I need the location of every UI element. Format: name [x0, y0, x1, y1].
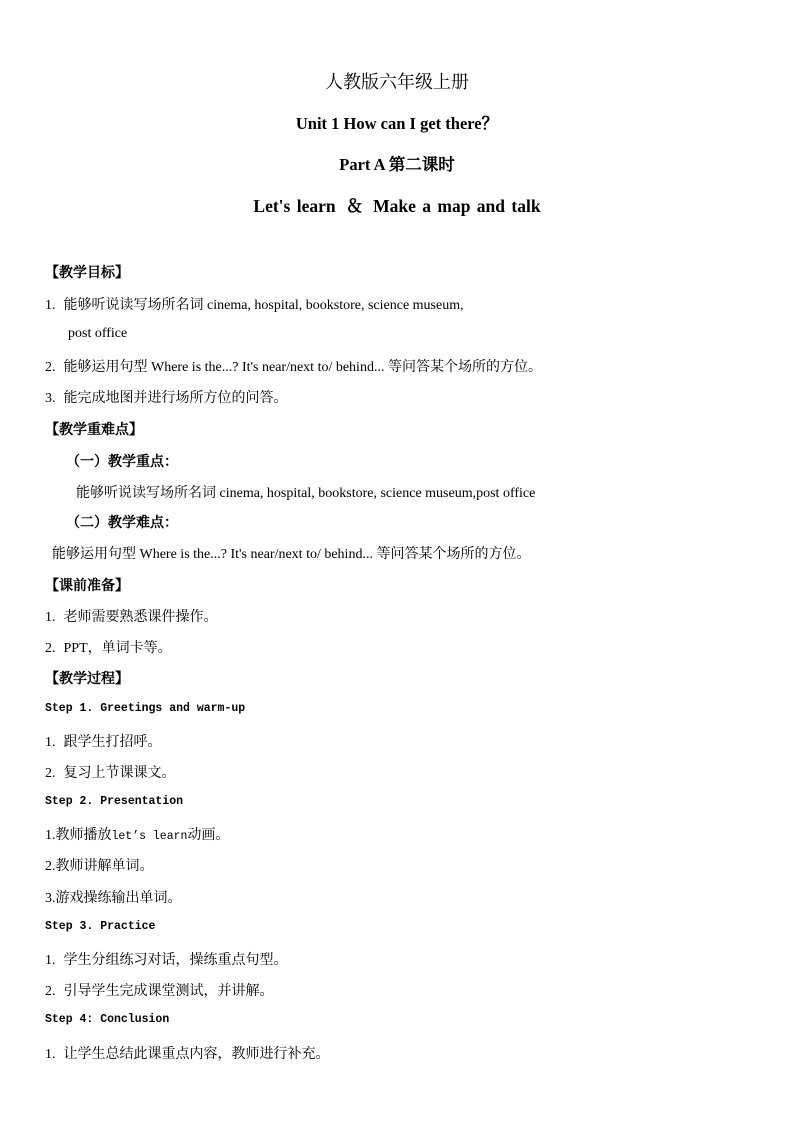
list-number: 1.	[45, 298, 56, 313]
step-3-text-1: 学生分组练习对话，操练重点句型。	[63, 953, 288, 968]
step-1-text-1: 跟学生打招呼。	[63, 735, 162, 750]
list-number: 1.	[45, 828, 56, 843]
lesson-title-b: Make a map and talk	[373, 196, 541, 216]
objective-item-1-continued: post office	[68, 326, 128, 341]
list-number: 2.	[45, 766, 56, 781]
step-2-heading: Step 2. Presentation	[45, 795, 184, 808]
step-4-heading: Step 4: Conclusion	[45, 1013, 170, 1026]
objective-item-1	[45, 294, 464, 314]
list-number: 2.	[45, 859, 56, 874]
preparation-item-1	[45, 606, 218, 626]
preparation-item-2	[45, 637, 172, 657]
list-number: 2.	[45, 360, 56, 375]
step-2-item-2	[45, 855, 154, 875]
step-2-item-3	[45, 887, 182, 907]
step-2-code: let’s learn	[111, 830, 188, 843]
lesson-title-a: Let's learn	[253, 196, 336, 216]
step-3-text-2: 引导学生完成课堂测试，并讲解。	[63, 984, 274, 999]
step-1-heading: Step 1. Greetings and warm-up	[45, 702, 246, 715]
preparation-text-1: 老师需要熟悉课件操作。	[63, 610, 218, 625]
objectives-heading: 【教学目标】	[45, 266, 129, 281]
objective-item-2	[45, 356, 542, 376]
key-points-text: 能够听说读写场所名词 cinema, hospital, bookstore, science museum,post office	[76, 486, 536, 501]
list-number: 3.	[45, 391, 56, 406]
step-3-heading: Step 3. Practice	[45, 920, 156, 933]
list-number: 2.	[45, 984, 56, 999]
process-heading: 【教学过程】	[45, 672, 129, 687]
list-number: 2.	[45, 641, 56, 656]
step-2-text-1b: 动画。	[187, 828, 230, 843]
step-3-item-1	[45, 949, 288, 969]
step-3-item-2	[45, 980, 274, 1000]
focus-heading: 【教学重难点】	[45, 423, 143, 438]
step-2-item-1	[45, 824, 229, 844]
list-number: 1.	[45, 610, 56, 625]
key-points-heading: （一）教学重点：	[66, 455, 178, 470]
list-number: 1.	[45, 953, 56, 968]
step-4-text-1: 让学生总结此课重点内容，教师进行补充。	[63, 1047, 330, 1062]
preparation-heading: 【课前准备】	[45, 579, 129, 594]
list-number: 1.	[45, 1047, 56, 1062]
list-number: 1.	[45, 735, 56, 750]
difficult-points-text: 能够运用句型 Where is the...? It's near/next to/ behind... 等问答某个场所的方位。	[52, 547, 531, 562]
objective-item-3	[45, 387, 288, 407]
step-1-item-1	[45, 731, 162, 751]
step-2-text-1a: 教师播放	[55, 828, 112, 843]
list-number: 3.	[45, 891, 56, 906]
objective-text-2: 能够运用句型 Where is the...? It's near/next to/ behind... 等问答某个场所的方位。	[63, 360, 542, 375]
step-2-text-3: 游戏操练输出单词。	[55, 891, 182, 906]
step-4-item-1	[45, 1043, 330, 1063]
lesson-title	[0, 193, 794, 218]
objective-text-3: 能完成地图并进行场所方位的问答。	[63, 391, 288, 406]
part-title: Part A 第二课时	[339, 155, 455, 174]
book-title: 人教版六年级上册	[325, 72, 469, 92]
step-2-text-2: 教师讲解单词。	[55, 859, 154, 874]
step-1-item-2	[45, 762, 176, 782]
preparation-text-2: PPT，单词卡等。	[63, 641, 172, 656]
difficult-points-heading: （二）教学难点：	[66, 516, 178, 531]
lesson-title-ampersand: ＆	[345, 196, 364, 216]
unit-title: Unit 1 How can I get there？	[295, 114, 499, 133]
objective-text-1: 能够听说读写场所名词 cinema, hospital, bookstore, science museum,	[63, 298, 464, 313]
step-1-text-2: 复习上节课课文。	[63, 766, 176, 781]
